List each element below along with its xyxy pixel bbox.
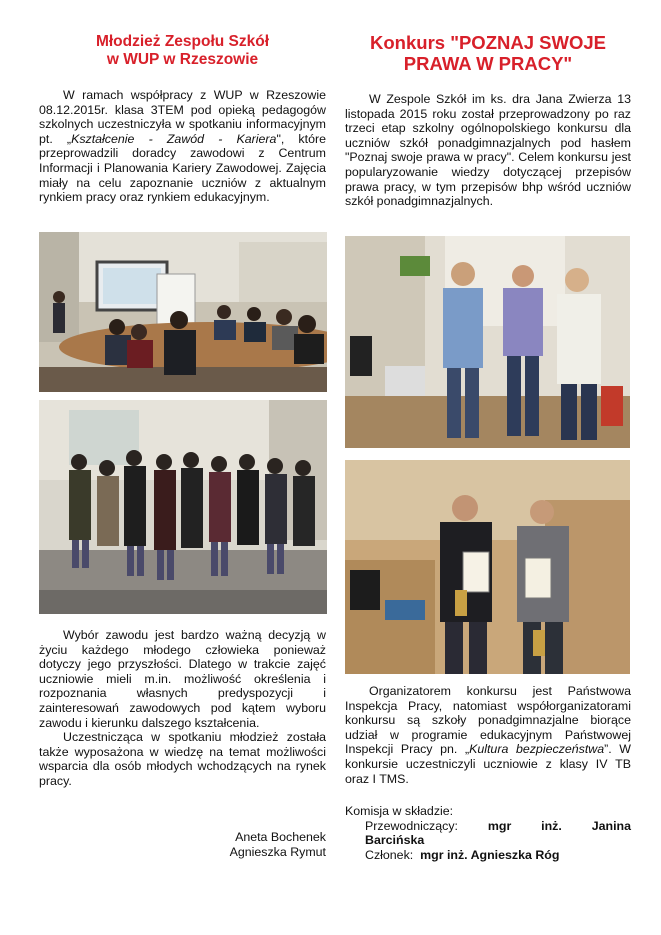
right-title-line1: Konkurs "POZNAJ SWOJE: [370, 32, 606, 53]
commission-block: [345, 804, 631, 862]
left-signature: [39, 830, 326, 859]
left-para2: Wybór zawodu jest bardzo ważną decyzją w życiu każdego młodego człowieka ponieważ dotyczy jego przyszłości. Dlatego w trakcie zajęć uczniowie mieli m.in. możliwość określenia i rozpoznania własnych predyspozycji i zainteresowań zawodowych pod kątem wyboru zawodu i kierunku dalszego kształcenia.: [39, 628, 326, 730]
signature-2: Agnieszka Rymut: [229, 844, 326, 859]
left-intro-paragraph: [39, 88, 326, 205]
right-para2-text-end: ”. W konkursie uczestniczyli uczniowie z klasy IV TB oraz I TMS.: [345, 742, 631, 786]
left-article-title: [39, 33, 326, 69]
left-intro-italic: Kształcenie - Zawód - Kariera: [71, 131, 277, 146]
signature-1: Aneta Bochenek: [235, 830, 326, 844]
photo-diploma-winners: [345, 460, 630, 674]
commission-label: Komisja w składzie:: [345, 804, 454, 818]
left-intro-text-end: ", które przeprowadzili doradcy zawodowi z Centrum Informacji i Planowania Kariery Zawodowej. Zajęcia miały na celu zapoznanie uczniów z aktualnym rynkiem pracy oraz rynkiem edukacyjnym.: [39, 131, 326, 205]
photo-classroom-meeting: [39, 232, 327, 392]
chair-name-part4: Barcińska: [365, 833, 425, 848]
photo-award-handshake: [345, 236, 630, 448]
member-label: Członek:: [365, 847, 414, 862]
commission-member: [345, 848, 631, 863]
right-body-paragraph: [345, 684, 631, 786]
right-para2-text: Organizatorem konkursu jest Państwowa Inspekcja Pracy, natomiast współorganizatorami konkursu są szkoły ponadgimnazjalne biorące udział w programie edukacyjnym Państwowej Inspekcji Pracy pn. „: [345, 684, 631, 757]
right-title-line2: PRAWA W PRACY": [403, 53, 573, 74]
right-article-title: [345, 32, 631, 74]
left-intro-text: W ramach współpracy z WUP w Rzeszowie 08.12.2015r. klasa 3TEM pod opieką pedagogów szkolnych uczestniczyła w spotkaniu informacyjnym pt. „: [39, 88, 326, 146]
chair-name-part2: inż.: [541, 818, 562, 833]
left-body-paragraphs: [39, 628, 326, 789]
chair-name-part3: Janina: [591, 818, 631, 833]
photo-group-students: [39, 400, 327, 614]
right-para1: W Zespole Szkół im ks. dra Jana Zwierza 13 listopada 2015 roku został przeprowadzony po raz trzeci etap szkolny ogólnopolskiego konkursu dla uczniów szkół ponadgimnazjalnych pod hasłem "Poznaj swoje prawa w pracy". Celem konkursu jest popularyzowanie wiedzy dotyczącej przepisów prawa pracy, w tym przepisów bhp wśród uczniów szkół ponadgimnazjalnych.: [345, 92, 631, 209]
left-para3: Uczestnicząca w spotkaniu młodzież została także wyposażona w wiedzę na temat możliwości wsparcia dla osób młodych wchodzących na rynek pracy.: [39, 730, 326, 788]
right-intro-paragraph: [345, 92, 631, 209]
chair-label: Przewodniczący:: [365, 818, 458, 833]
left-title-line1: Młodzież Zespołu Szkół: [95, 33, 270, 50]
chair-name-part1: mgr: [487, 818, 512, 833]
right-para2-italic: Kultura bezpieczeństwa: [469, 742, 605, 757]
left-title-line2: w WUP w Rzeszowie: [106, 51, 259, 68]
member-name: mgr inż. Agnieszka Róg: [420, 847, 560, 862]
commission-chair: [345, 819, 631, 834]
